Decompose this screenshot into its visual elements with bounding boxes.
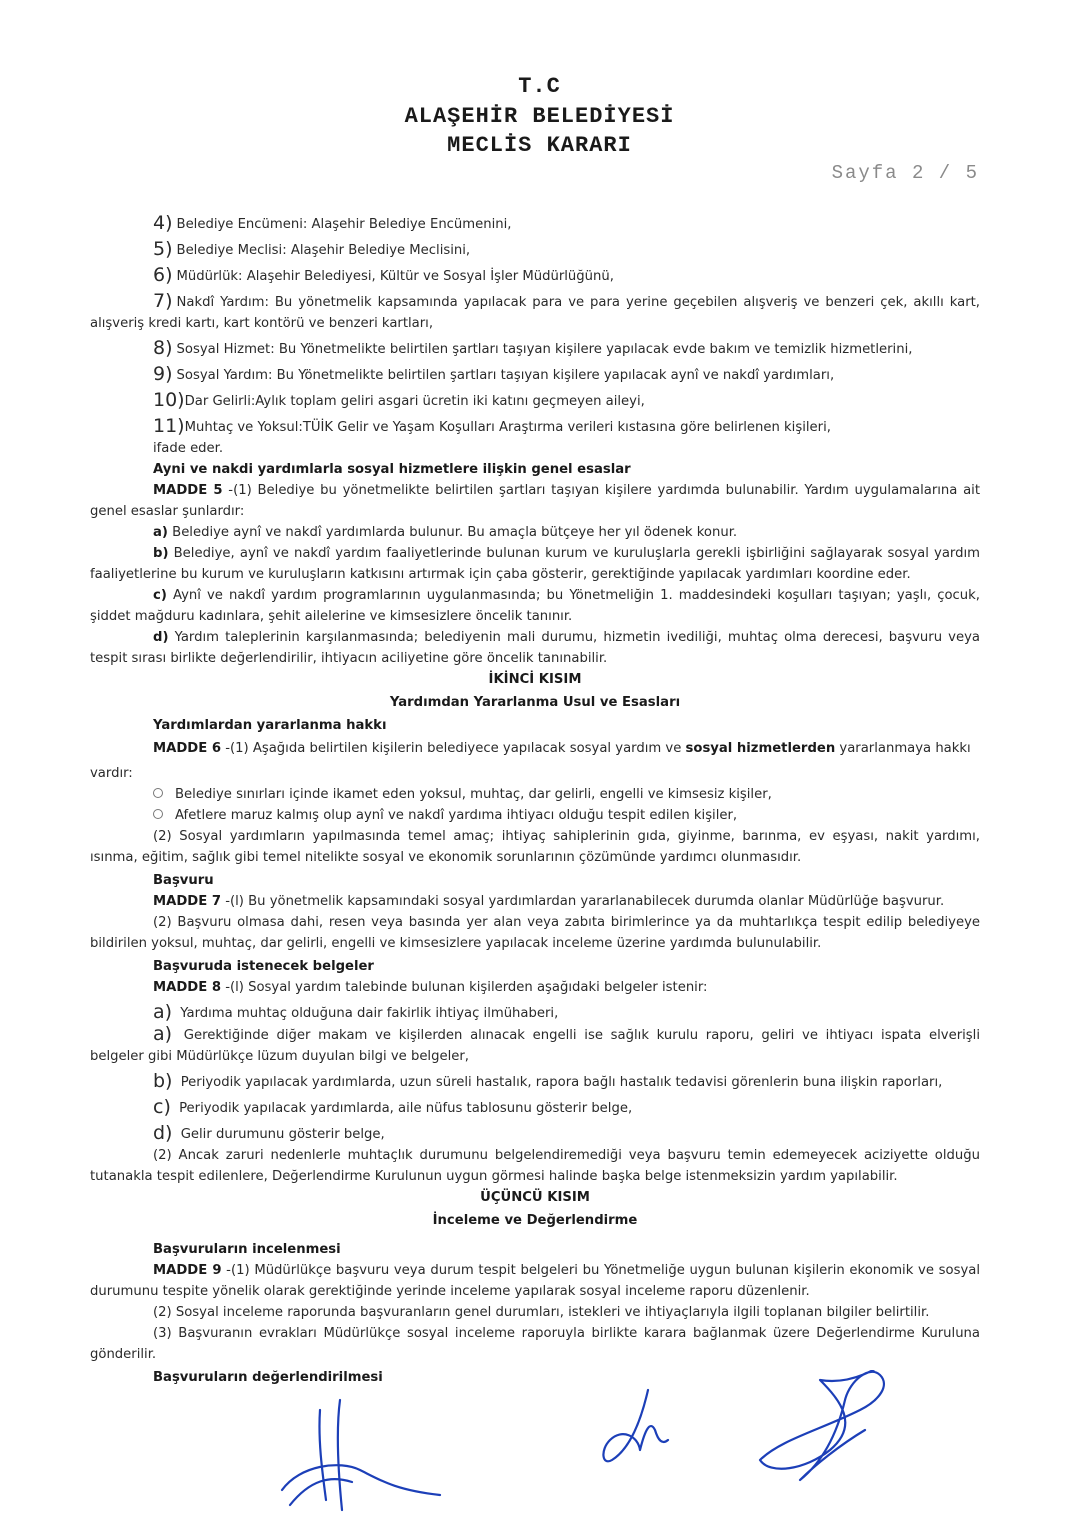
- definition-text: Nakdî Yardım: Bu yönetmelik kapsamında yapılacak para ve para yerine geçebilen alışveriş ve benzeri çek, akıllı kart, alışveriş kredi kartı, kart kontörü ve benzeri kartları,: [90, 295, 980, 331]
- definition-4: [90, 213, 980, 235]
- clause-text: Gelir durumunu gösterir belge,: [180, 1127, 385, 1142]
- article-8-a1: [90, 1002, 980, 1024]
- article-5: [90, 480, 980, 522]
- definition-text: Dar Gelirli:Aylık toplam geliri asgari ücretin iki katını geçmeyen aileyi,: [184, 394, 645, 409]
- clause-text: Aynî ve nakdî yardım programlarının uygulanmasında; bu Yönetmeliğin 1. maddesindeki koşulları taşıyan; yaşlı, çocuk, şiddet mağduru kadınlara, şehit ailelerine ve kimsesizlere öncelik tanınır.: [90, 588, 980, 624]
- clause-letter: a): [153, 1023, 173, 1045]
- article-6: [90, 738, 980, 759]
- clause-letter: c): [153, 588, 167, 603]
- definition-text: Sosyal Hizmet: Bu Yönetmelikte belirtilen şartları taşıyan kişilere yapılacak evde bakım ve temizlik hizmetlerini,: [176, 342, 913, 357]
- article-8: [90, 977, 980, 998]
- item-number: 5): [153, 238, 173, 260]
- clause-text: Periyodik yapılacak yardımlarda, aile nüfus tablosunu gösterir belge,: [179, 1101, 633, 1116]
- section-heading-belgeler: Başvuruda istenecek belgeler: [153, 959, 374, 974]
- bullet-circle-icon: [153, 788, 163, 798]
- list-item-text: Afetlere maruz kalmış olup aynî ve nakdî yardıma ihtiyacı olduğu tespit edilen kişiler,: [175, 808, 738, 823]
- part-two-subtitle: Yardımdan Yararlanma Usul ve Esasları: [389, 695, 681, 710]
- article-text: -(1) Aşağıda belirtilen kişilerin belediyece yapılacak sosyal yardım ve: [221, 741, 686, 756]
- clause-letter: d): [153, 1122, 173, 1144]
- header-institution: ALAŞEHİR BELEDİYESİ: [404, 104, 675, 129]
- section-heading-degerlendirme: Başvuruların değerlendirilmesi: [153, 1370, 383, 1385]
- article-label: MADDE 6: [153, 741, 221, 756]
- closing-phrase: ifade eder.: [153, 441, 224, 456]
- article-text: -(1) Müdürlükçe başvuru veya durum tespit belgeleri bu Yönetmeliğe uygun bulunan kişilerin ekonomik ve sosyal durumunu tespite yönelik olarak gerektiğinde yerinde inceleme yapılarak sosyal inceleme raporu düzenlenir.: [90, 1263, 981, 1299]
- definition-text: Belediye Meclisi: Alaşehir Belediye Meclisini,: [176, 243, 471, 258]
- article-5-a: [90, 522, 980, 543]
- article-5-d: [90, 627, 980, 669]
- bullet-circle-icon: [153, 809, 163, 819]
- header-tc: T.C: [518, 74, 561, 99]
- article-8-b: [90, 1071, 980, 1093]
- article-9: [90, 1260, 980, 1302]
- article-7-para-2: (2) Başvuru olmasa dahi, resen veya basında yer alan veya zabıta birimlerince ya da muhtarlıkça tespit edilip belediyeye bildirilen yoksul, muhtaç, dar gelirli, engelli ve kimsesizlere yapılacak inceleme üzerine yardımda bulunulabilir.: [90, 915, 980, 951]
- item-number: 7): [153, 290, 173, 312]
- list-item: [90, 784, 980, 805]
- article-6-para-2: (2) Sosyal yardımların yapılmasında temel amaç; ihtiyaç sahiplerinin gıda, giyinme, barınma, ev eşyası, nakit yardımı, ısınma, eğitim, sağlık gibi temel nitelikte sosyal ve ekonomik sorunlarının çözümünde yardımcı olunmasıdır.: [90, 829, 980, 865]
- section-heading-inceleme: Başvuruların incelenmesi: [153, 1242, 341, 1257]
- article-5-c: [90, 585, 980, 627]
- signature-middle: [603, 1390, 668, 1461]
- header-document-type: MECLİS KARARI: [447, 133, 632, 158]
- clause-text: Belediye, aynî ve nakdî yardım faaliyetlerinde bulunan kurum ve kuruluşlarla gerekli işbirliğini sağlayarak sosyal yardım faaliyetlerine bu kurum ve kuruluşların katkısını artırmak için çaba gösterir, gerektiğinde yapılacak yardımları koordine eder.: [90, 546, 980, 582]
- clause-text: Yardıma muhtaç olduğuna dair fakirlik ihtiyaç ilmühaberi,: [180, 1006, 559, 1021]
- article-label: MADDE 5: [153, 483, 223, 498]
- definition-10: [90, 390, 980, 412]
- article-text: -(l) Bu yönetmelik kapsamındaki sosyal yardımlardan yararlanabilecek durumda olanlar Müdürlüğe başvurur.: [221, 894, 945, 909]
- item-number: 8): [153, 337, 173, 359]
- signature-left: [282, 1400, 440, 1510]
- article-label: MADDE 7: [153, 894, 221, 909]
- article-5-b: [90, 543, 980, 585]
- part-three-title: ÜÇÜNCÜ KISIM: [480, 1190, 590, 1205]
- definition-8: [90, 338, 980, 360]
- document-body: [90, 213, 980, 1388]
- article-text: -(l) Sosyal yardım talebinde bulunan kişilerden aşağıdaki belgeler istenir:: [221, 980, 708, 995]
- definition-text: Muhtaç ve Yoksul:TÜİK Gelir ve Yaşam Koşulları Araştırma verileri kıstasına göre belirlenen kişileri,: [184, 420, 831, 435]
- item-number: 9): [153, 363, 173, 385]
- article-8-c: [90, 1097, 980, 1119]
- definition-text: Belediye Encümeni: Alaşehir Belediye Encümenini,: [176, 217, 512, 232]
- clause-letter: c): [153, 1096, 171, 1118]
- definition-9: [90, 364, 980, 386]
- article-8-d: [90, 1123, 980, 1145]
- item-number: 4): [153, 212, 173, 234]
- clause-text: Belediye aynî ve nakdî yardımlarda bulunur. Bu amaçla bütçeye her yıl ödenek konur.: [172, 525, 738, 540]
- signatures: [0, 1370, 1079, 1530]
- clause-text: Periyodik yapılacak yardımlarda, uzun süreli hastalık, rapora bağlı hastalık tedavisi görenlerin buna ilişkin raporları,: [180, 1075, 943, 1090]
- article-text: -(1) Belediye bu yönetmelikte belirtilen şartları taşıyan kişilere yardımda bulunabilir. Yardım uygulamalarına ait genel esaslar şunlardır:: [90, 483, 981, 519]
- list-item: [90, 805, 980, 826]
- article-7: [90, 891, 980, 912]
- definition-7: [90, 291, 980, 334]
- article-9-para-2: (2) Sosyal inceleme raporunda başvuranların genel durumları, istekleri ve ihtiyaçlarıyla ilgili toplanan bilgiler belirtilir.: [153, 1305, 930, 1320]
- article-emphasis: sosyal hizmetlerden: [685, 741, 836, 756]
- definition-11: [90, 416, 980, 438]
- definition-text: Sosyal Yardım: Bu Yönetmelikte belirtilen şartları taşıyan kişilere yapılacak aynî ve nakdî yardımları,: [176, 368, 835, 383]
- article-text: yararlanmaya hakkı: [835, 741, 971, 756]
- item-number: 6): [153, 264, 173, 286]
- clause-letter: a): [153, 525, 168, 540]
- article-8-a2: [90, 1024, 980, 1067]
- definition-5: [90, 239, 980, 261]
- definition-text: Müdürlük: Alaşehir Belediyesi, Kültür ve Sosyal İşler Müdürlüğünü,: [176, 269, 614, 284]
- clause-letter: a): [153, 1001, 173, 1023]
- clause-text: Yardım taleplerinin karşılanmasında; belediyenin mali durumu, hizmetin ivediliği, muhtaç olma derecesi, başvuru veya tespit sırası birlikte değerlendirilir, ihtiyacın aciliyetine göre öncelik tanınabilir.: [90, 630, 980, 666]
- article-6-end: vardır:: [90, 766, 133, 781]
- signature-right: [760, 1370, 900, 1480]
- item-number: 11): [153, 415, 185, 437]
- article-label: MADDE 8: [153, 980, 221, 995]
- part-three-subtitle: İnceleme ve Değerlendirme: [432, 1213, 638, 1228]
- clause-letter: d): [153, 630, 169, 645]
- item-number: 10): [153, 389, 185, 411]
- article-8-para-2: (2) Ancak zaruri nedenlerle muhtaçlık durumunu belgelendiremediği veya başvuru temin edemeyecek aciziyette olduğu tutanakla tespit edilenlere, Değerlendirme Kurulunun uygun görmesi halinde başka belge istenmeksizin yardım yapılabilir.: [90, 1148, 980, 1184]
- section-heading-hak: Yardımlardan yararlanma hakkı: [153, 718, 387, 733]
- clause-text: Gerektiğinde diğer makam ve kişilerden alınacak engelli ise sağlık kurulu raporu, geliri ve ihtiyacı ispata elverişli belgeler gibi Müdürlükçe lüzum duyulan bilgi ve belgeler,: [90, 1028, 981, 1064]
- clause-letter: b): [153, 546, 169, 561]
- part-two-title: İKİNCİ KISIM: [488, 672, 582, 687]
- section-heading-ayni-nakdi: Ayni ve nakdi yardımlarla sosyal hizmetlere ilişkin genel esaslar: [153, 462, 631, 477]
- definition-6: [90, 265, 980, 287]
- article-label: MADDE 9: [153, 1263, 222, 1278]
- clause-letter: b): [153, 1070, 173, 1092]
- list-item-text: Belediye sınırları içinde ikamet eden yoksul, muhtaç, dar gelirli, engelli ve kimsesiz kişiler,: [175, 787, 772, 802]
- article-9-para-3: (3) Başvuranın evrakları Müdürlükçe sosyal inceleme raporuyla birlikte karara bağlanmak üzere Değerlendirme Kuruluna gönderilir.: [90, 1326, 980, 1362]
- section-heading-basvuru: Başvuru: [153, 873, 214, 888]
- page-number: Sayfa 2 / 5: [831, 162, 979, 184]
